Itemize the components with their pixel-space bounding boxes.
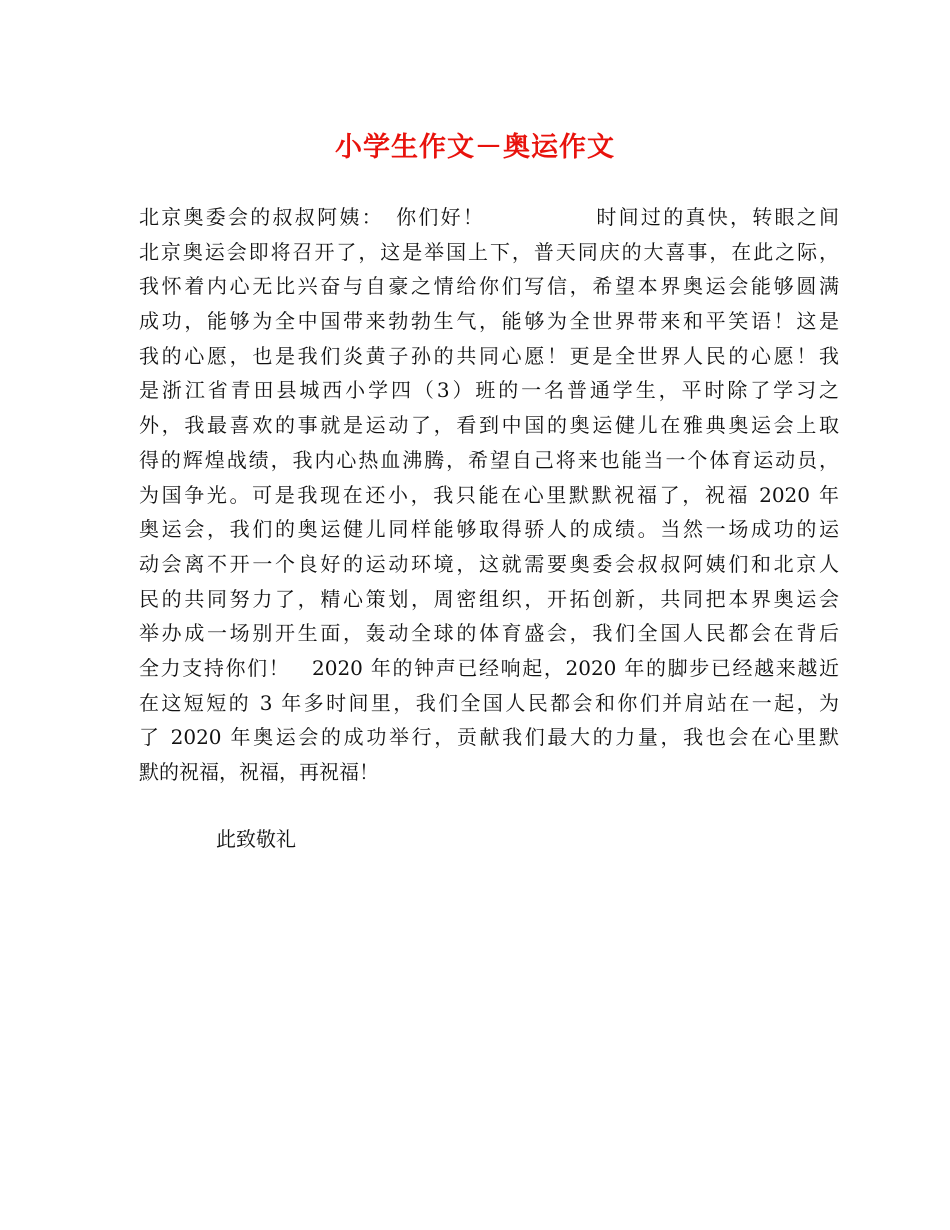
body-line-14: 全力支持你们！ 2020 年的钟声已经响起，2020 年的脚步已经越来越近 — [139, 655, 839, 680]
body-line-15: 在这短短的 3 年多时间里，我们全国人民都会和你们并肩站在一起，为 — [139, 690, 839, 715]
body-line-10: 奥运会，我们的奥运健儿同样能够取得骄人的成绩。当然一场成功的运 — [139, 517, 839, 542]
body-line-8: 得的辉煌战绩，我内心热血沸腾，希望自己将来也能当一个体育运动员， — [139, 447, 839, 472]
body-line-3: 我怀着内心无比兴奋与自豪之情给你们写信，希望本界奥运会能够圆满 — [139, 274, 839, 299]
document-title: 小学生作文－奥运作文 — [335, 132, 615, 163]
body-line-11: 动会离不开一个良好的运动环境，这就需要奥委会叔叔阿姨们和北京人 — [139, 551, 839, 576]
body-line-9: 为国争光。可是我现在还小，我只能在心里默默祝福了，祝福 2020 年 — [139, 482, 839, 507]
body-line-6: 是浙江省青田县城西小学四（3）班的一名普通学生，平时除了学习之 — [139, 378, 839, 403]
body-line-2: 北京奥运会即将召开了，这是举国上下，普天同庆的大喜事，在此之际， — [139, 239, 839, 264]
body-line-13: 举办成一场别开生面，轰动全球的体育盛会，我们全国人民都会在背后 — [139, 621, 839, 646]
body-line-12: 民的共同努力了，精心策划，周密组织，开拓创新，共同把本界奥运会 — [139, 586, 839, 611]
body-line-17: 默的祝福，祝福，再祝福！ — [139, 760, 379, 784]
body-line-5: 我的心愿，也是我们炎黄子孙的共同心愿！更是全世界人民的心愿！我 — [139, 343, 839, 368]
body-line-1: 北京奥委会的叔叔阿姨： 你们好！ 时间过的真快，转眼之间 — [139, 205, 839, 229]
body-line-7: 外，我最喜欢的事就是运动了，看到中国的奥运健儿在雅典奥运会上取 — [139, 413, 839, 438]
letter-body — [139, 200, 839, 790]
closing-salutation: 此致敬礼 — [216, 827, 296, 851]
body-line-16: 了 2020 年奥运会的成功举行，贡献我们最大的力量，我也会在心里默 — [139, 725, 839, 750]
body-line-4: 成功，能够为全中国带来勃勃生气，能够为全世界带来和平笑语！这是 — [139, 309, 839, 334]
